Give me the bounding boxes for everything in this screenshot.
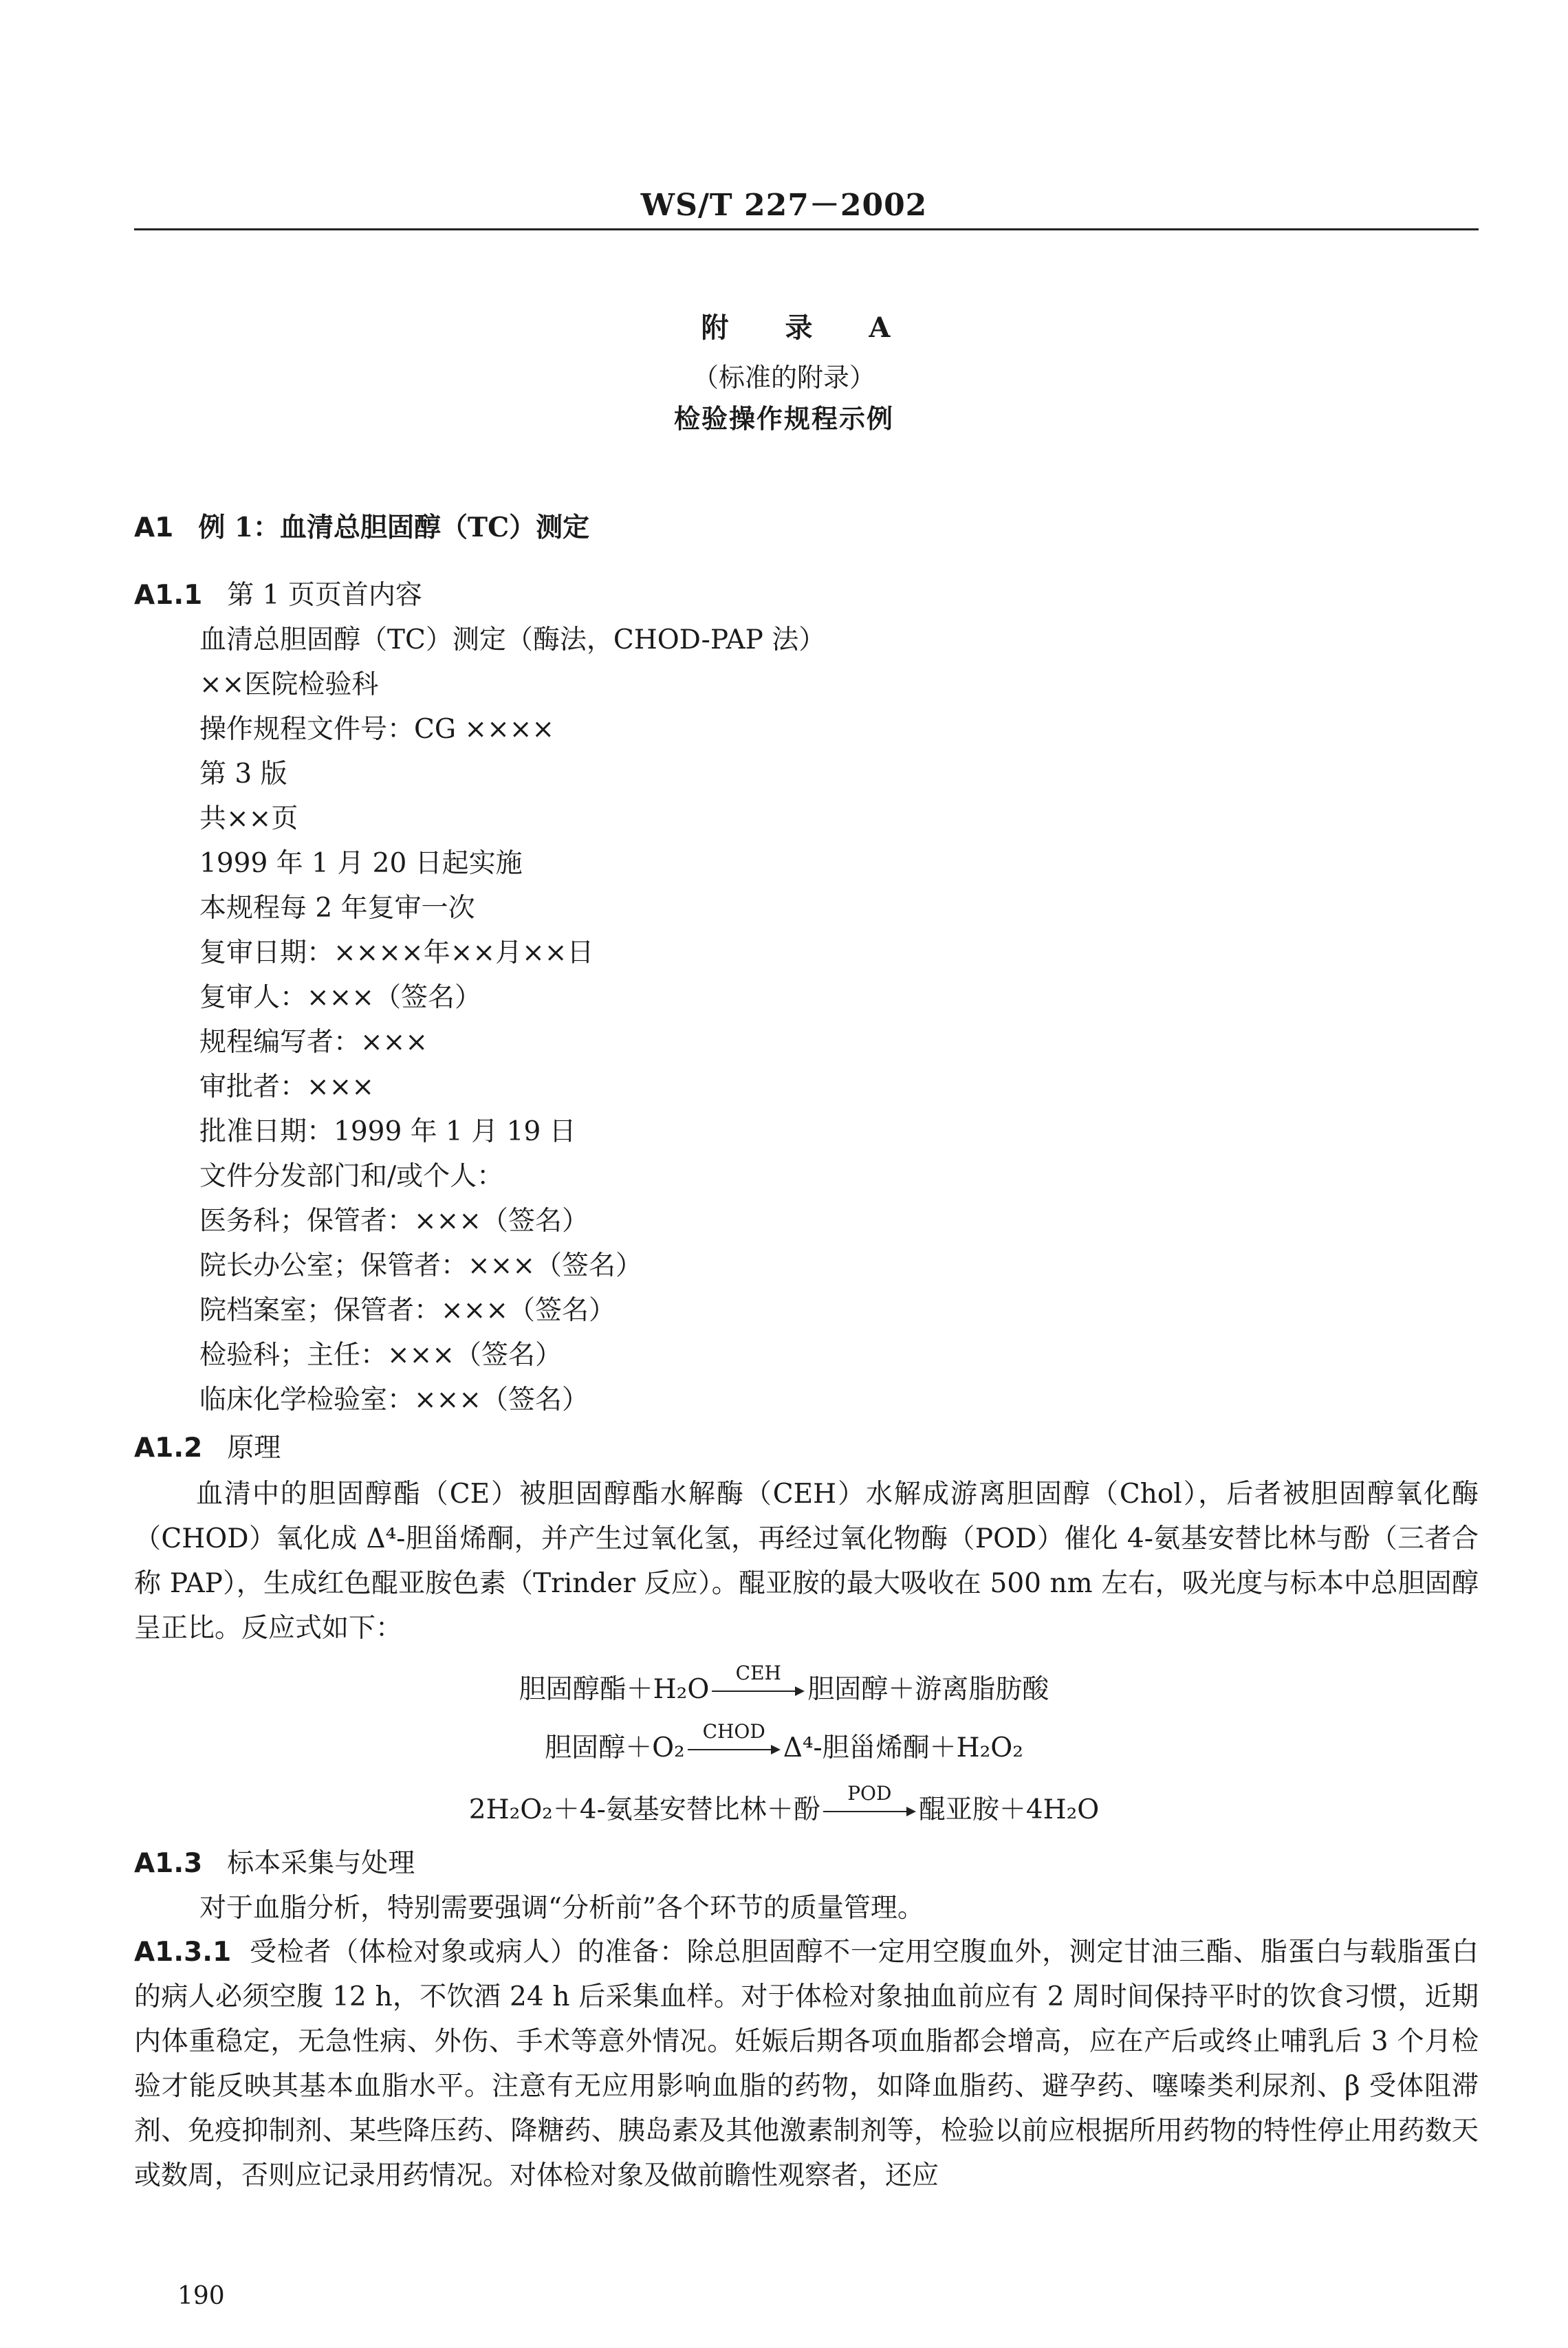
section-title: 原理	[227, 1433, 281, 1464]
section-title: 第 1 页页首内容	[227, 580, 422, 611]
section-number: A1.1	[134, 580, 203, 611]
sampling-intro: 对于血脂分析，特别需要强调“分析前”各个环节的质量管理。	[199, 1893, 924, 1924]
annex-subtitle: （标准的附录）	[692, 362, 875, 393]
list-item: 血清总胆固醇（TC）测定（酶法，CHOD-PAP 法）	[199, 624, 826, 655]
list-item: 操作规程文件号：CG ××××	[199, 714, 555, 745]
reaction-equation	[0, 1662, 1568, 1706]
list-item: 复审人：×××（签名）	[199, 982, 482, 1013]
section-number: A1	[134, 512, 174, 543]
section-title: 标本采集与处理	[227, 1848, 415, 1879]
list-item: 批准日期：1999 年 1 月 19 日	[199, 1116, 576, 1147]
reaction-right: 醌亚胺＋4H₂O	[918, 1794, 1100, 1825]
section-number: A1.3	[134, 1848, 203, 1879]
section-a12-heading	[134, 1433, 281, 1464]
reaction-arrow-icon	[712, 1662, 805, 1698]
annex-title: 附 录 A	[701, 312, 914, 344]
list-item: 规程编写者：×××	[199, 1027, 428, 1058]
reaction-equation	[0, 1720, 1568, 1765]
reaction-arrow-icon	[823, 1782, 916, 1818]
reaction-right: Δ⁴-胆甾烯酮＋H₂O₂	[783, 1732, 1023, 1763]
reaction-left: 2H₂O₂＋4-氨基安替比林＋酚	[468, 1794, 820, 1825]
list-item: 共××页	[199, 803, 298, 834]
section-title: 例 1：血清总胆固醇（TC）测定	[198, 512, 590, 543]
section-a13-heading	[134, 1850, 415, 1877]
standard-header: WS/T 227－2002	[640, 188, 928, 223]
annex-heading: 检验操作规程示例	[673, 403, 894, 434]
section-number: A1.2	[134, 1433, 203, 1464]
list-item: 检验科；主任：×××（签名）	[199, 1340, 563, 1371]
enzyme-label: POD	[847, 1782, 892, 1805]
list-item: 医务科；保管者：×××（签名）	[199, 1206, 589, 1237]
reaction-left: 胆固醇＋O₂	[545, 1732, 685, 1763]
list-item: 院档案室；保管者：×××（签名）	[199, 1295, 616, 1326]
section-a131-paragraph	[134, 1930, 1479, 2198]
reaction-arrow-icon	[688, 1720, 781, 1757]
section-text: 受检者（体检对象或病人）的准备：除总胆固醇不一定用空腹血外，测定甘油三酯、脂蛋白与载脂蛋白的病人必须空腹 12 h，不饮酒 24 h 后采集血样。对于体检对象抽血前应有 2 周时间保持平时的饮食习惯，近期内体重稳定，无急性病、外伤、手术等意外情况。妊娠后期各项血脂都会增高，应在产后或终止哺乳后 3 个月检验才能反映其基本血脂水平。注意有无应用影响血脂的药物，如降血脂药、避孕药、噻嗪类利尿剂、β 受体阻滞剂、免疫抑制剂、某些降压药、降糖药、胰岛素及其他激素制剂等，检验以前应根据所用药物的特性停止用药数天或数周，否则应记录用药情况。对体检对象及做前瞻性观察者，还应	[134, 1937, 1479, 2191]
page-number: 190	[177, 2282, 225, 2310]
list-item: 本规程每 2 年复审一次	[199, 893, 475, 924]
list-item: 审批者：×××	[199, 1072, 375, 1102]
list-item: 院长办公室；保管者：×××（签名）	[199, 1250, 643, 1281]
list-item: ××医院检验科	[199, 669, 379, 700]
reaction-right: 胆固醇＋游离脂肪酸	[807, 1674, 1049, 1705]
reaction-equation	[0, 1782, 1568, 1827]
list-item: 第 3 版	[199, 759, 287, 790]
enzyme-label: CEH	[735, 1662, 781, 1684]
list-item: 临床化学检验室：×××（签名）	[199, 1384, 589, 1415]
section-a1-heading	[134, 514, 589, 541]
list-item: 复审日期：××××年××月××日	[199, 937, 594, 968]
header-rule	[134, 228, 1479, 230]
list-item: 1999 年 1 月 20 日起实施	[199, 848, 523, 879]
section-a11-heading	[134, 582, 422, 609]
reaction-left: 胆固醇酯＋H₂O	[519, 1674, 710, 1705]
section-number: A1.3.1	[134, 1937, 232, 1968]
list-item: 文件分发部门和/或个人：	[199, 1161, 504, 1192]
enzyme-label: CHOD	[702, 1720, 765, 1743]
principle-paragraph: 血清中的胆固醇酯（CE）被胆固醇酯水解酶（CEH）水解成游离胆固醇（Chol），后者被胆固醇氧化酶（CHOD）氧化成 Δ⁴-胆甾烯酮，并产生过氧化氢，再经过氧化物酶（POD）催化 4-氨基安替比林与酚（三者合称 PAP），生成红色醌亚胺色素（Trinder 反应）。醌亚胺的最大吸收在 500 nm 左右，吸光度与标本中总胆固醇呈正比。反应式如下：	[134, 1479, 1479, 1644]
